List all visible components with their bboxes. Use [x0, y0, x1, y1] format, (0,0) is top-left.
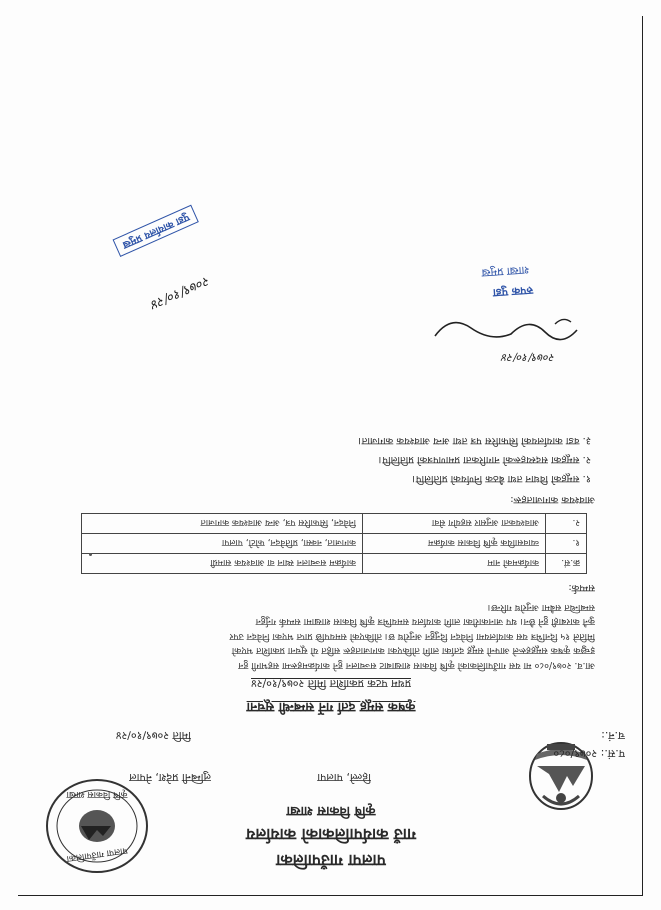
letterhead-place: हिल्ले, पालपा [317, 771, 371, 784]
signature-block [431, 240, 581, 370]
ref-patra-sankhya: प.सं.: २०७९/०८० [553, 747, 625, 760]
table-header-row [82, 554, 587, 574]
receipt-stamp-scribble: २०७९/१०/२४ [148, 272, 213, 312]
seal-ring-text: पालपा गाउँपालिका [65, 844, 129, 864]
paragraph-line: मितिले १५ दिनभित्र यस कार्यालयमा निवेदन दिनुहुन अनुरोध छ। तोकिएको समयपछि प्राप्त भएका निवेदन उपर [229, 631, 595, 642]
requirement-item: ३. वडा कार्यालयको सिफारिस पत्र तथा अन्य आवश्यक कागजात। [357, 435, 591, 446]
requirements-list [358, 434, 595, 506]
contact-label: सम्पर्क: [568, 582, 595, 593]
letterhead-line3: कृषि विकास शाखा [286, 803, 376, 818]
notice-subtitle: प्रथम पटक प्रकाशित मिति २०७९/१०/२४ [251, 677, 411, 690]
notice-paragraph [55, 600, 595, 673]
signature-name: रुपक पुडा [492, 283, 534, 300]
requirement-item: १. समूहको विधान तथा बैठक निर्णयको प्रतिलिपि। [412, 473, 591, 484]
ref-chalani-number: च.नं.: [601, 729, 625, 742]
table-cell: १. [546, 534, 587, 554]
ref-date: मिति २०७९/१०/२४ [115, 729, 191, 742]
table-cell: व्यावसायिक कृषि विकास कार्यक्रम [363, 534, 546, 554]
requirements-heading: आवश्यक कागजातहरू: [510, 494, 595, 505]
letterhead-line2: गाउँ कार्यपालिकाको कार्यालय [246, 825, 416, 844]
table-row [82, 514, 587, 534]
seal-inner-text: कृषि विकास शाखा [66, 789, 128, 799]
requirement-item: २. समूहका सदस्यहरूको नागरिकता प्रमाणपत्रको प्रतिलिपि। [378, 454, 591, 465]
paragraph-line: सम्बन्धित सबैमा अनुरोध गरिन्छ। [487, 602, 595, 613]
paragraph-line: इच्छुक कृषक समूहहरूले आफ्नो समूह दर्ताका लागि तोकिएका कागजातहरू सहित यो सूचना प्रकाशित भएको [231, 645, 595, 657]
scan-edge-top [18, 895, 643, 896]
table-header-cell: क्र.सं. [546, 554, 587, 574]
letterhead-line1: पालपा गाउँपालिका [276, 851, 386, 870]
scan-edge-left [642, 16, 643, 896]
table-header-cell: कार्यक्रमको नाम [363, 554, 546, 574]
table-cell: २. [546, 514, 587, 534]
receipt-stamp-text: पुडा कार्यालय प्रमुख [113, 205, 199, 257]
program-table [81, 513, 587, 574]
paragraph-line: आ.व. २०७९/०८० मा यस गाउँपालिकाको कृषि विकास शाखाबाट सञ्चालन हुने कार्यक्रमहरूमा सहभागी हुन [238, 660, 595, 671]
table-cell: कागजात, नक्सा, प्रतिवेदन, फोटो, पालपा [82, 534, 363, 554]
scan-speck [89, 553, 92, 556]
table-cell: आवश्यकता अनुसार सहयोग सेवा [363, 514, 546, 534]
signature-scribble: २०७९/१०/२४ [501, 351, 555, 364]
receipt-stamp [44, 187, 239, 362]
notice-title: कृषक समूह दर्ता गर्ने सम्बन्धी सूचना [246, 699, 416, 714]
table-row [82, 534, 587, 554]
signature-designation: शाखा प्रमुख [481, 263, 530, 280]
signature-mark [431, 312, 581, 352]
table-header-cell: कार्यक्रम सञ्चालन स्थान वा आवश्यक सामग्री [82, 554, 363, 574]
table-cell: निवेदन, सिफारिस पत्र, अन्य आवश्यक कागजात [82, 514, 363, 534]
letterhead-province: लुम्बिनी प्रदेश, नेपाल [129, 771, 211, 784]
paragraph-line: कुनै कारबाही हुने छैन। थप जानकारीका लागि कार्यालय समयभित्र कृषि विकास शाखामा सम्पर्क गर्नुहुन [255, 616, 595, 628]
